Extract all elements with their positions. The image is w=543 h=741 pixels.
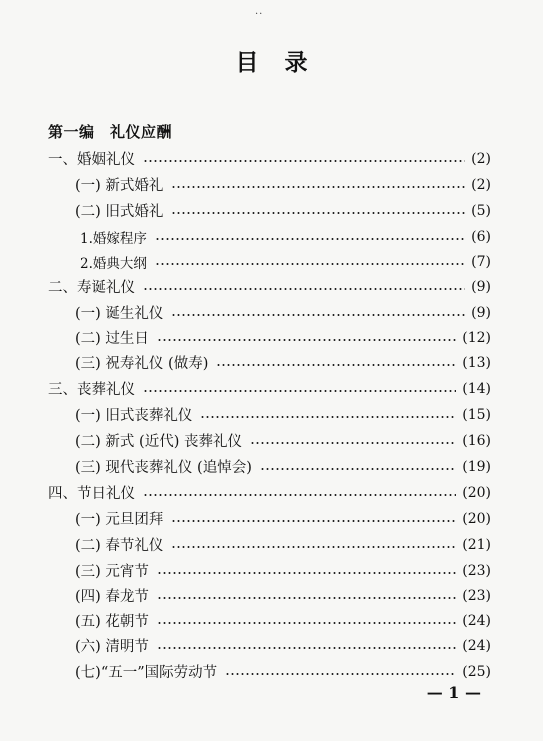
toc-entry-wedding-procedure[interactable] [80, 224, 491, 249]
toc-page-ref: (9) [471, 278, 491, 295]
page-number-text: — 1 — [426, 683, 481, 702]
toc-entry-wedding-outline[interactable] [80, 249, 491, 274]
toc-page-ref: (24) [462, 637, 491, 654]
toc-leader-dots [143, 494, 456, 496]
toc-entry-label: (二) 春节礼仪 [75, 538, 164, 554]
toc-leader-dots [171, 546, 456, 548]
toc-leader-dots [157, 622, 456, 624]
toc-leader-dots [216, 364, 456, 366]
toc-leader-dots [260, 468, 456, 470]
toc-page-ref: (23) [462, 562, 491, 579]
toc-leader-dots [155, 263, 465, 265]
toc-leader-dots [157, 647, 456, 649]
toc-leader-dots [155, 238, 465, 240]
toc-entry-label: (一) 元旦团拜 [75, 512, 164, 528]
toc-entry-label: (三) 元宵节 [75, 564, 149, 580]
toc-entry-festivals[interactable] [48, 480, 491, 505]
toc-entry-label: 三、丧葬礼仪 [48, 382, 135, 398]
page-mark: .. [255, 6, 264, 17]
toc-leader-dots [171, 520, 456, 522]
toc-page-ref: (12) [462, 329, 491, 346]
toc-leader-dots [200, 416, 456, 418]
part-heading: 第一编 礼仪应酬 [48, 123, 173, 141]
toc-leader-dots [157, 597, 456, 599]
page-title: 目录 [235, 50, 334, 76]
toc-entry-modern-era-funeral[interactable] [75, 428, 491, 453]
toc-entry-new-year[interactable] [75, 506, 491, 531]
toc-page-ref: (20) [462, 510, 491, 527]
toc-leader-dots [143, 160, 465, 162]
toc-page-ref: (19) [462, 458, 491, 475]
toc-page-ref: (15) [462, 406, 491, 423]
toc-entry-qingming[interactable] [75, 633, 491, 658]
toc-entry-flower-festival[interactable] [75, 608, 491, 633]
toc-entry-old-wedding[interactable] [75, 198, 491, 223]
toc-page-ref: (13) [462, 354, 491, 371]
toc-entry-label: 四、节日礼仪 [48, 486, 135, 502]
toc-entry-label: (二) 新式 (近代) 丧葬礼仪 [75, 434, 242, 450]
page-number [0, 683, 543, 702]
toc-entry-marriage[interactable] [48, 146, 491, 171]
toc-page-ref: (23) [462, 587, 491, 604]
toc-entry-birth-ritual[interactable] [75, 300, 491, 325]
toc-entry-label: (四) 春龙节 [75, 589, 149, 605]
toc-entry-label: 一、婚姻礼仪 [48, 152, 135, 168]
toc-leader-dots [171, 212, 465, 214]
toc-page-ref: (5) [471, 202, 491, 219]
toc-entry-old-funeral[interactable] [75, 402, 491, 427]
toc-leader-dots [171, 186, 465, 188]
toc-entry-label: 2.婚典大纲 [80, 255, 147, 272]
toc-entry-label: 二、寿诞礼仪 [48, 280, 135, 296]
toc-page-ref: (14) [462, 380, 491, 397]
toc-leader-dots [157, 339, 456, 341]
toc-entry-dragon-festival[interactable] [75, 583, 491, 608]
toc-leader-dots [143, 288, 465, 290]
toc-entry-birthday[interactable] [48, 274, 491, 299]
toc-entry-longevity[interactable] [75, 350, 491, 375]
toc-page-ref: (20) [462, 484, 491, 501]
toc-entry-label: (三) 祝寿礼仪 (做寿) [75, 356, 209, 372]
toc-leader-dots [157, 572, 456, 574]
toc-leader-dots [250, 442, 456, 444]
toc-page-ref: (2) [471, 150, 491, 167]
toc-entry-spring-festival[interactable] [75, 532, 491, 557]
toc-entry-new-wedding[interactable] [75, 172, 491, 197]
toc-page-ref: (2) [471, 176, 491, 193]
toc-entry-memorial[interactable] [75, 454, 491, 479]
toc-entry-label: (五) 花朝节 [75, 614, 149, 630]
toc-page-ref: (9) [471, 304, 491, 321]
toc-page-ref: (16) [462, 432, 491, 449]
toc-entry-birthday-party[interactable] [75, 325, 491, 350]
toc-entry-label: (一) 新式婚礼 [75, 178, 164, 194]
toc-entry-label: 1.婚嫁程序 [80, 230, 147, 247]
toc-leader-dots [143, 390, 456, 392]
toc-entry-label: (一) 旧式丧葬礼仪 [75, 408, 193, 424]
toc-page-ref: (24) [462, 612, 491, 629]
toc-entry-labor-day[interactable] [75, 659, 491, 684]
toc-entry-label: (六) 清明节 [75, 639, 149, 655]
toc-entry-lantern-festival[interactable] [75, 558, 491, 583]
toc-entry-label: (二) 过生日 [75, 331, 149, 347]
toc-page-ref: (6) [471, 228, 491, 245]
toc-entry-label: (七)“五一”国际劳动节 [75, 665, 218, 681]
toc-page-ref: (7) [471, 253, 491, 270]
toc-page-ref: (25) [462, 663, 491, 680]
toc-entry-funeral[interactable] [48, 376, 491, 401]
toc-entry-label: (三) 现代丧葬礼仪 (追悼会) [75, 460, 252, 476]
toc-leader-dots [171, 314, 465, 316]
toc-entry-label: (一) 诞生礼仪 [75, 306, 164, 322]
toc-leader-dots [225, 673, 456, 675]
toc-entry-label: (二) 旧式婚礼 [75, 204, 164, 220]
toc-page-ref: (21) [462, 536, 491, 553]
